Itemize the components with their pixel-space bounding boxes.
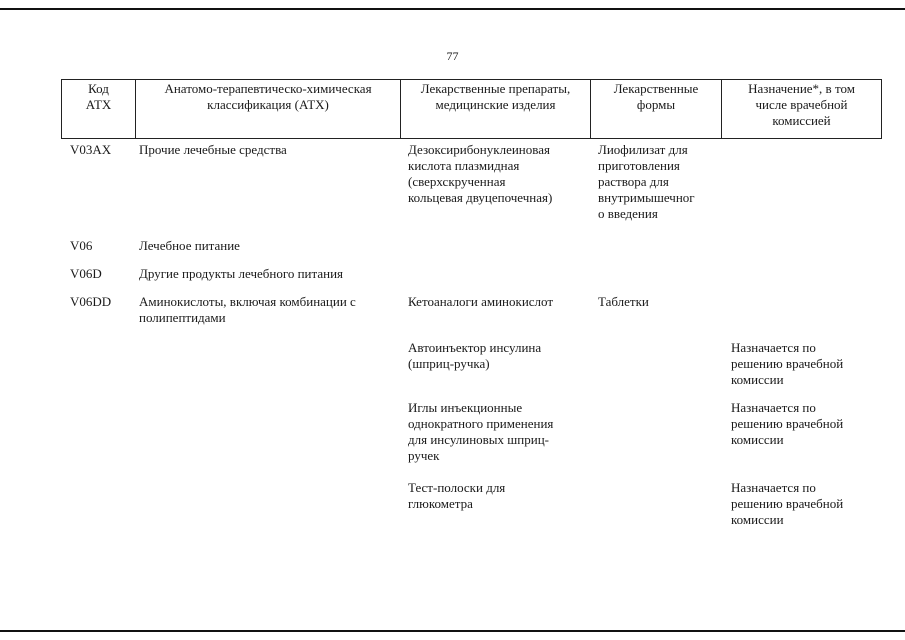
row-code: V06DD [70,294,112,309]
scan-border-bottom [0,630,905,632]
row-atc-name: Аминокислоты, включая комбинации с полипептидами [139,294,356,325]
row-preparation: Тест-полоски для глюкометра [408,480,506,511]
row-code: V03AX [70,142,112,157]
row-purpose-note: Назначается по решению врачебной комиссии [731,480,844,527]
row-code: V06 [70,238,93,253]
page-number: 77 [446,49,459,63]
row-atc-name: Прочие лечебные средства [139,142,287,157]
header-purpose: Назначение*, в том числе врачебной комиссией [722,80,882,139]
row-preparation: Кетоаналоги аминокислот [408,294,554,309]
header-forms: Лекарственные формы [591,80,722,139]
header-atc: Анатомо-терапевтическо-химическая классификация (АТХ) [136,80,401,139]
scan-border-top [0,8,905,10]
row-atc-name: Другие продукты лечебного питания [139,266,344,281]
header-row [62,80,882,139]
row-purpose-note: Назначается по решению врачебной комиссии [731,400,844,447]
header-code: Код АТХ [62,80,136,139]
row-preparation: Иглы инъекционные однократного применения для инсулиновых шприц- ручек [408,400,554,463]
row-purpose-note: Назначается по решению врачебной комиссии [731,340,844,387]
row-form: Лиофилизат для приготовления раствора для внутримышечног о введения [598,142,695,221]
row-code: V06D [70,266,102,281]
row-form: Таблетки [598,294,649,309]
row-atc-name: Лечебное питание [139,238,240,253]
row-preparation: Автоинъектор инсулина (шприц-ручка) [408,340,542,371]
header-preparations: Лекарственные препараты, медицинские изделия [401,80,591,139]
row-preparation: Дезоксирибонуклеиновая кислота плазмидная (сверхскрученная кольцевая двуцепочечная) [408,142,553,205]
table-header [61,79,882,139]
